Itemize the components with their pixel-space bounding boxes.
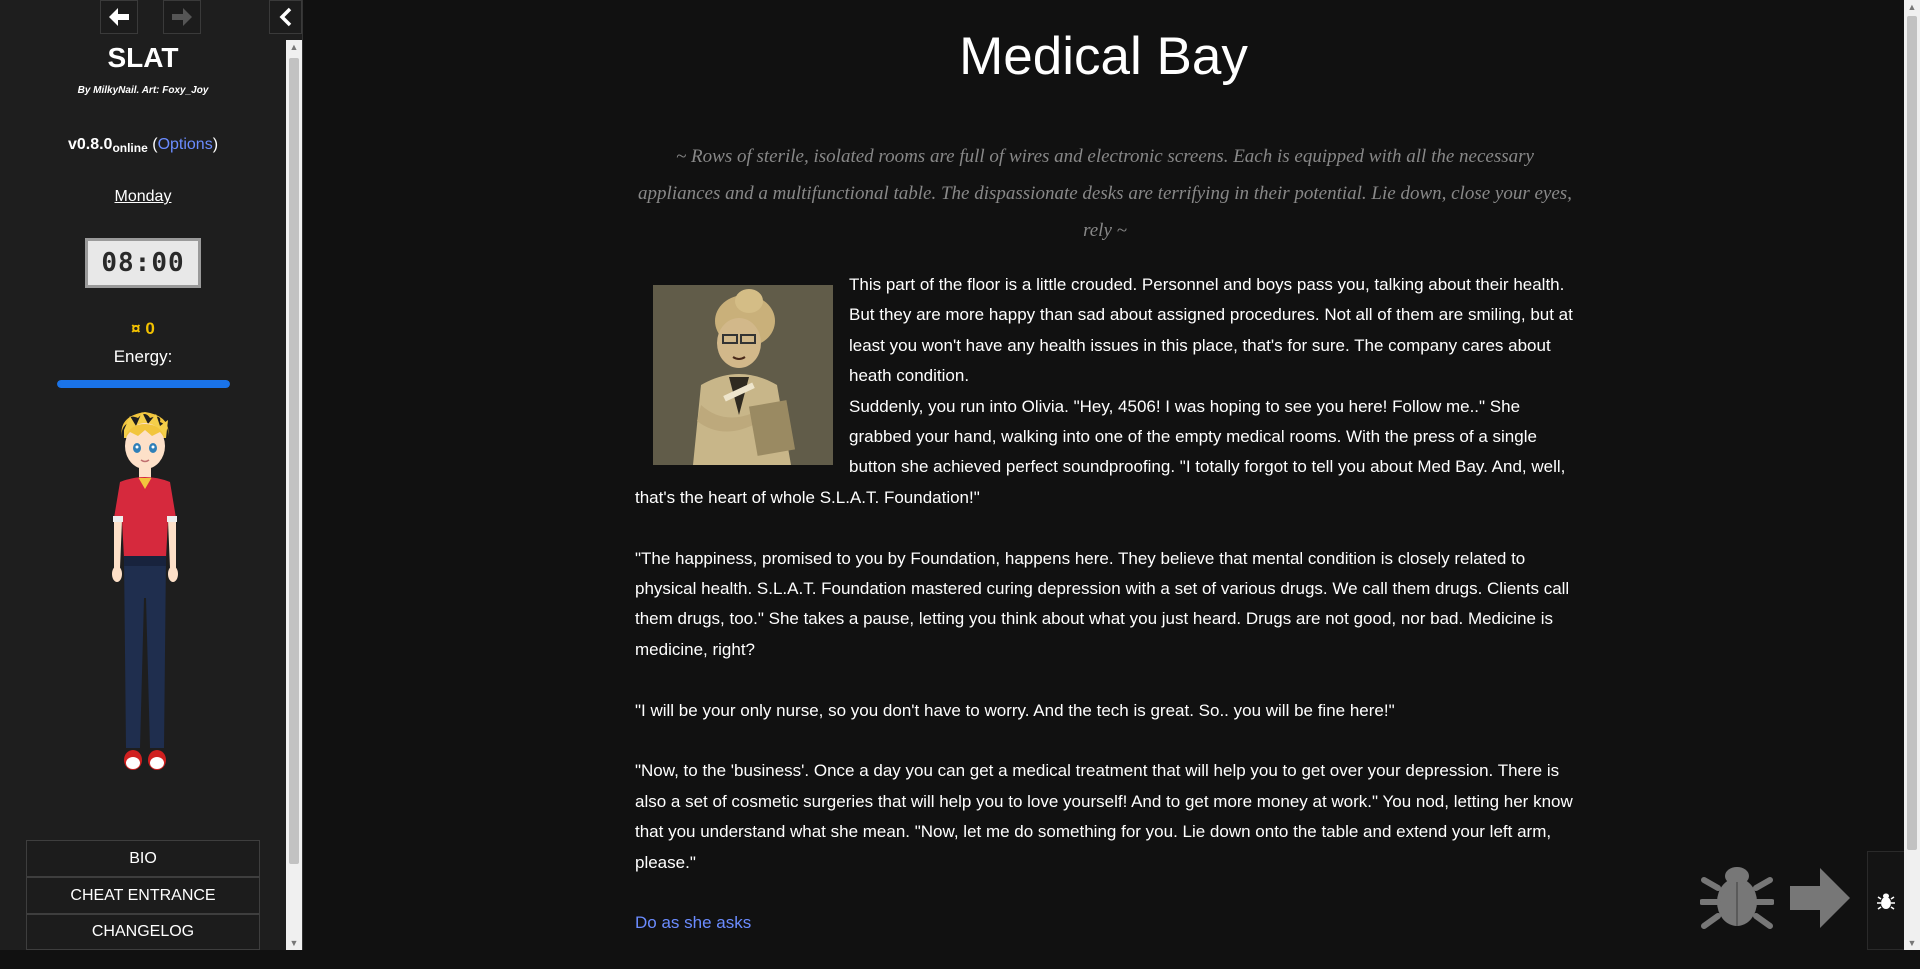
sidebar-scroll-down-arrow[interactable]: ▼ [289,938,299,948]
sidebar-content [0,0,286,950]
do-as-she-asks-link[interactable]: Do as she asks [635,913,752,933]
passage-title: Medical Bay [959,27,1248,86]
player-avatar [100,408,190,788]
sidebar-scrollbar[interactable] [286,40,302,950]
olivia-portrait [653,285,833,465]
arrow-left-icon [108,7,130,27]
main-scroll-down-arrow[interactable]: ▼ [1907,938,1917,948]
bug-icon [1877,892,1895,910]
bug-icon[interactable] [1700,858,1774,932]
money-display: ¤ 0 [131,319,155,338]
energy-label: Energy: [113,347,173,366]
options-link[interactable]: Options [157,136,213,153]
options-paren-open: ( [152,136,158,153]
passage-intro: ~ Rows of sterile, isolated rooms are full of wires and electronic screens. Each is equipped with all the necessary appliances and a multifunctional table. The dispassionate desks are terrifying in their potential. Lie down, close your eyes, rely ~ [638,146,1572,241]
version-suffix: online [112,141,148,155]
history-back-button[interactable] [100,0,138,34]
options-paren-close: ) [212,136,219,153]
version-line [0,136,286,155]
arrow-right-icon [171,7,193,27]
passage-paragraph-5: "Now, to the 'business'. Once a day you can get a medical treatment that will help you to get over your depression. There is also a set of cosmetic surgeries that will help you to love yourself! And to get more money at work." You nod, letting her know that you understand what she mean. "Now, let me do something for you. Lie down onto the table and extend your left arm, please." [635,761,1573,872]
day-link[interactable]: Monday [114,188,172,205]
story-title: SLAT [107,42,179,73]
menu-cheat-entrance-button[interactable]: CHEAT ENTRANCE [26,877,260,914]
clock-display [85,238,201,288]
chevron-left-icon [279,7,293,27]
energy-bar [57,380,230,388]
main-scrollbar[interactable] [1904,0,1920,950]
sidebar [0,0,303,950]
debug-toggle-button[interactable] [1867,851,1904,950]
passage-body [635,270,1575,969]
passage-paragraph-2-text: Suddenly, you run into Olivia. "Hey, 4506! I was hoping to see you here! Follow me.." She grabbed your hand, walking into one of the empty medical rooms. With the press of a single button she achieved perfect soundproofing. "I totally forgot to tell you about Med Bay. And, well, that's the heart of whole S.L.A.T. Foundation!" [635,396,1566,507]
passage-paragraph-1-text: This part of the floor is a little crouded. Personnel and boys pass you, talking about their health. But they are more happy than sad about assigned procedures. Not all of them are smiling, but at least you won't have any health issues in this place, that's for sure. The company cares about heath condition. [849,275,1573,386]
arrow-right-icon[interactable] [1786,864,1854,932]
story-author: By MilkyNail. Art: Foxy_Joy [77,85,209,96]
energy-bar-fill [57,380,230,388]
passage-choice [635,908,1575,938]
sidebar-scroll-up-arrow[interactable]: ▲ [289,42,299,52]
passage-area [303,0,1904,950]
sidebar-stow-button[interactable] [269,0,302,34]
passage-paragraph-3: "The happiness, promised to you by Foundation, happens here. They believe that mental condition is closely related to physical health. S.L.A.T. Foundation mastered curing depression with a set of various drugs. We call them drugs. Clients call them drugs, too." She takes a pause, letting you think about what you just heard. Drugs are not good, nor bad. Medicine is medicine, right? [635,548,1570,659]
history-forward-button[interactable] [163,0,201,34]
main-scroll-up-arrow[interactable]: ▲ [1907,2,1917,12]
main-scroll-thumb[interactable] [1907,16,1917,850]
menu-bio-button[interactable]: BIO [26,840,260,877]
clock-time: 08:00 [101,248,185,278]
menu-changelog-button[interactable]: CHANGELOG [26,914,260,950]
sidebar-scroll-thumb[interactable] [289,58,299,864]
version-number: v0.8.0 [67,136,113,153]
passage-paragraph-4: "I will be your only nurse, so you don't have to worry. And the tech is great. So.. you will be fine here!" [635,700,1395,720]
